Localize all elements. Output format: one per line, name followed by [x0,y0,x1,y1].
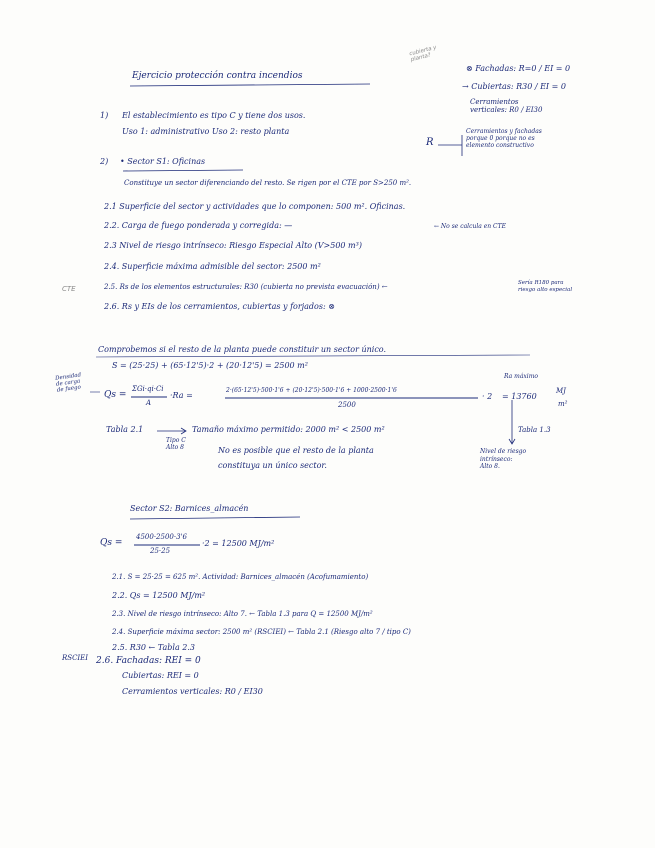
s1-item-2-2: 2.2. Carga de fuego ponderada y corregida: — [104,221,293,230]
calc-big-denominator: 2500 [338,401,356,409]
calc-fraction-denominator: A [146,399,152,407]
note-fachadas: ⊗ Fachadas: R=0 / EI = 0 [466,64,571,73]
s2-item-2-6-cubiertas: Cubiertas: REI = 0 [122,671,199,680]
item-2-number: 2) [100,157,109,166]
sector-s1-heading: • Sector S1: Oficinas [120,157,206,166]
s1-item-2-3: 2.3 Nivel de riesgo intrínseco: Riesgo Especial Alto (V>500 m³) [104,241,362,250]
s1-item-2-1: 2.1 Superficie del sector y actividades que lo componen: 500 m². Oficinas. [104,202,406,211]
calc-intro: Comprobemos si el resto de la planta puede constituir un sector único. [98,345,387,354]
calc-tabla-1-3: Tabla 1.3 [518,426,551,434]
s2-item-2-6-cerramientos: Cerramientos verticales: R0 / EI30 [122,687,263,696]
s2-qs-denominator: 25·25 [150,547,171,555]
cte-margin-label: CTE [62,285,76,293]
sector-s1-intro: Constituye un sector diferenciando del resto. Se rigen por el CTE por S>250 m². [124,179,412,187]
s1-item-2-5: 2.5. Rs de los elementos estructurales: R30 (cubierta no prevista evacuación) ← [104,283,388,291]
s1-item-2-5-note: Sería R180 para riesgo alto especial [518,280,573,293]
calc-qs-lhs: Qs = [104,390,127,400]
s2-item-2-6: 2.6. Fachadas: REI = 0 [96,656,201,666]
item-1-line-2: Uso 1: administrativo Uso 2: resto planta [122,127,290,136]
page-title: Ejercicio protección contra incendios [132,71,303,81]
calc-result: = 13760 [502,392,537,401]
calc-result-unit-top: MJ [556,387,566,395]
calc-fraction-numerator: ΣGi·qi·Ci [132,385,164,393]
calc-nivel-riesgo: Nivel de riesgo intrínseco: Alto 8. [480,448,527,470]
calc-tabla-2-1: Tabla 2.1 [106,425,144,434]
s2-item-2-3: 2.3. Nivel de riesgo intrínseco: Alto 7. ← Tabla 1.3 para Q = 12500 MJ/m² [112,610,373,618]
s2-item-2-4: 2.4. Superficie máxima sector: 2500 m² (RSCIEI) ← Tabla 2.1 (Riesgo alto 7 / tipo C) [112,628,411,636]
calc-ra: ·Ra = [170,391,193,400]
calc-times-two: · 2 [482,392,493,401]
s2-qs-lhs: Qs = [100,538,123,548]
sector-s2-heading: Sector S2: Barnices_almacén [130,504,249,513]
item-1-number: 1) [100,111,109,120]
rsciei-margin-label: RSCIEI [62,654,89,662]
note-r-explanation: Cerramientos y fachadas porque 0 porque no es elemento constructivo [466,128,542,150]
s1-item-2-6: 2.6. Rs y EIs de los cerramientos, cubiertas y forjados: ⊗ [104,302,335,311]
item-1-line-1: El establecimiento es tipo C y tiene dos usos. [122,111,306,120]
calc-surface-equation: S = (25·25) + (65·12'5)·2 + (20·12'5) = 2500 m² [112,361,308,370]
calc-conclusion-line-2: constituya un único sector. [218,461,327,470]
calc-tamano-maximo: Tamaño máximo permitido: 2000 m² < 2500 m² [192,425,385,434]
calc-ra-max: Ra máximo [504,373,539,380]
s2-item-2-5: 2.5. R30 ← Tabla 2.3 [112,643,195,652]
note-r-letter: R [426,137,434,148]
s2-item-2-1: 2.1. S = 25·25 = 625 m². Actividad: Barnices_almacén (Acofumamiento) [112,573,369,581]
s2-item-2-2: 2.2. Qs = 12500 MJ/m² [112,591,206,600]
calc-side-note: Densidad de carga de fuego [54,372,82,394]
note-cubiertas: → Cubiertas: R30 / EI = 0 [462,82,566,91]
s1-item-2-2-note: ← No se calcula en CTE [434,223,507,230]
s1-item-2-4: 2.4. Superficie máxima admisible del sector: 2500 m² [104,262,321,271]
note-cerramientos: Cerramientos verticales: R0 / EI30 [470,98,543,115]
pencil-note: cubierta y planta? [408,44,438,63]
s2-qs-result: ·2 = 12500 MJ/m² [202,539,275,548]
calc-big-numerator: 2·(65·12'5)·500·1'6 + (20·12'5)·500·1'6 + 1000·2500·1'6 [226,387,397,394]
calc-tipo-c: Tipo C Alto 8 [166,437,186,451]
calc-result-unit-bottom: m² [558,400,568,408]
calc-conclusion-line-1: No es posible que el resto de la planta [218,446,374,455]
s2-qs-numerator: 4500·2500·3'6 [136,533,187,541]
